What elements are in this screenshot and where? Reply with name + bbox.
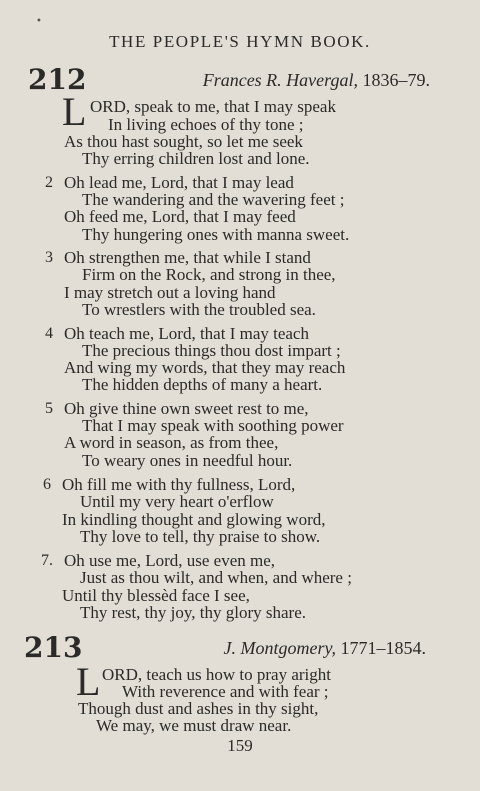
verse-line: Thy hungering ones with manna sweet. [82, 225, 350, 244]
verse-number: 3 [45, 249, 53, 266]
verse-line: Until thy blessèd face I see, [62, 586, 250, 605]
verse-line: We may, we must draw near. [96, 716, 292, 735]
verse-line: The precious things thou dost impart ; [82, 341, 341, 360]
verse-line: ORD, speak to me, that I may speak [90, 97, 336, 116]
verse-line: In kindling thought and glowing word, [62, 510, 326, 529]
verse-number: 4 [45, 325, 53, 342]
verse-line: Oh strengthen me, that while I stand [64, 248, 311, 267]
verse-line: Oh lead me, Lord, that I may lead [64, 173, 294, 192]
running-head: THE PEOPLE'S HYMN BOOK. [109, 32, 371, 51]
verse-line: Thy rest, thy joy, thy glory share. [80, 603, 306, 622]
hymn-number: 212 [28, 63, 87, 96]
author-name: J. Montgomery, [223, 638, 336, 658]
verse-number: 2 [45, 174, 53, 191]
verse-line: Until my very heart o'erflow [80, 492, 274, 511]
verse-number: 7. [41, 552, 53, 569]
verse-line: The wandering and the wavering feet ; [82, 190, 345, 209]
hymn-author [224, 638, 426, 659]
verse-line: And wing my words, that they may reach [64, 358, 346, 377]
verse-line: ORD, teach us how to pray aright [102, 665, 331, 684]
verse-line: Oh fill me with thy fullness, Lord, [62, 475, 296, 494]
verse-line: To weary ones in needful hour. [82, 451, 293, 470]
verse-line: With reverence and with fear ; [122, 682, 329, 701]
verse-line: To wrestlers with the troubled sea. [82, 300, 316, 319]
hymn-author [203, 70, 430, 91]
verse-line: That I may speak with soothing power [82, 416, 344, 435]
verse-line: Firm on the Rock, and strong in thee, [82, 265, 336, 284]
author-years: 1771–1854. [340, 638, 426, 658]
verse-line: I may stretch out a loving hand [64, 283, 276, 302]
page-number: 159 [227, 736, 253, 755]
verse-line: Oh give thine own sweet rest to me, [64, 399, 309, 418]
verse-line: In living echoes of thy tone ; [108, 115, 304, 134]
verse-line: Oh teach me, Lord, that I may teach [64, 324, 309, 343]
verse-line: A word in season, as from thee, [64, 433, 279, 452]
verse-number: 6 [43, 476, 51, 493]
page-ornament-dot: • [36, 16, 42, 27]
verse-line: Oh feed me, Lord, that I may feed [64, 207, 296, 226]
verse-line: As thou hast sought, so let me seek [64, 132, 303, 151]
verse-number: 5 [45, 400, 53, 417]
hymn-213-header [0, 632, 480, 664]
drop-cap: L [76, 659, 101, 704]
author-name: Frances R. Havergal, [202, 70, 358, 90]
verse-line: Thy erring children lost and lone. [82, 149, 310, 168]
drop-cap: L [62, 89, 87, 134]
verse-line: Oh use me, Lord, use even me, [64, 551, 276, 570]
hymn-number: 213 [24, 631, 83, 664]
author-years: 1836–79. [362, 70, 430, 90]
verse-line: Just as thou wilt, and when, and where ; [80, 568, 352, 587]
verse-line: Though dust and ashes in thy sight, [78, 699, 319, 718]
verse-line: The hidden depths of many a heart. [82, 375, 323, 394]
verse-line: Thy love to tell, thy praise to show. [80, 527, 321, 546]
